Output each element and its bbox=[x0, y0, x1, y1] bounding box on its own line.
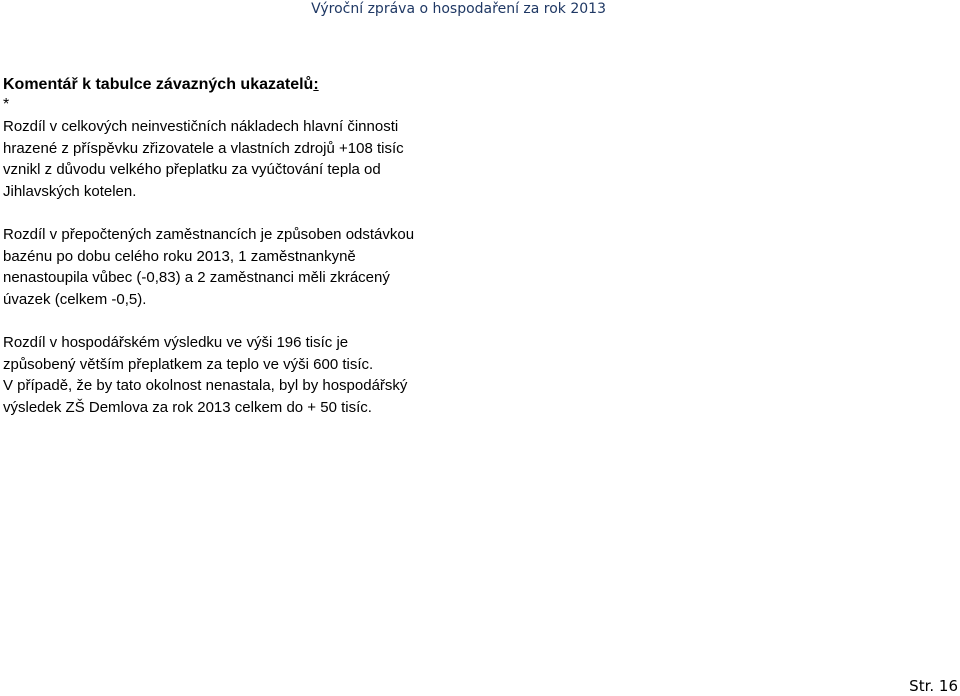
comment-section bbox=[3, 75, 423, 418]
page-number: Str. 16 bbox=[909, 677, 958, 695]
comment-heading-text: Komentář k tabulce závazných ukazatelů bbox=[3, 76, 314, 93]
paragraph-result-detail: V případě, že by tato okolnost nenastala, byl by hospodářský výsledek ZŠ Demlova za rok 2013 celkem do + 50 tisíc. bbox=[3, 377, 408, 416]
comment-heading bbox=[3, 75, 423, 95]
paragraph-result: Rozdíl v hospodářském výsledku ve výši 196 tisíc je způsobený větším přeplatkem za teplo ve výši 600 tisíc. bbox=[3, 334, 374, 373]
page-header-title: Výroční zpráva o hospodaření za rok 2013 bbox=[311, 1, 606, 17]
paragraph-employees: Rozdíl v přepočtených zaměstnancích je způsoben odstávkou bazénu po dobu celého roku 2013, 1 zaměstnankyně nenastoupila vůbec (-0,83) a 2 zaměstnanci měli zkrácený úvazek (celkem -0,5). bbox=[3, 226, 415, 308]
comment-heading-colon: : bbox=[313, 76, 319, 93]
asterisk-note: * bbox=[3, 96, 10, 113]
paragraph-costs: Rozdíl v celkových neinvestičních nákladech hlavní činnosti hrazené z příspěvku zřizovatele a vlastních zdrojů +108 tisíc vznikl z důvodu velkého přeplatku za vyúčtování tepla od Jihlavských kotelen. bbox=[3, 118, 404, 200]
